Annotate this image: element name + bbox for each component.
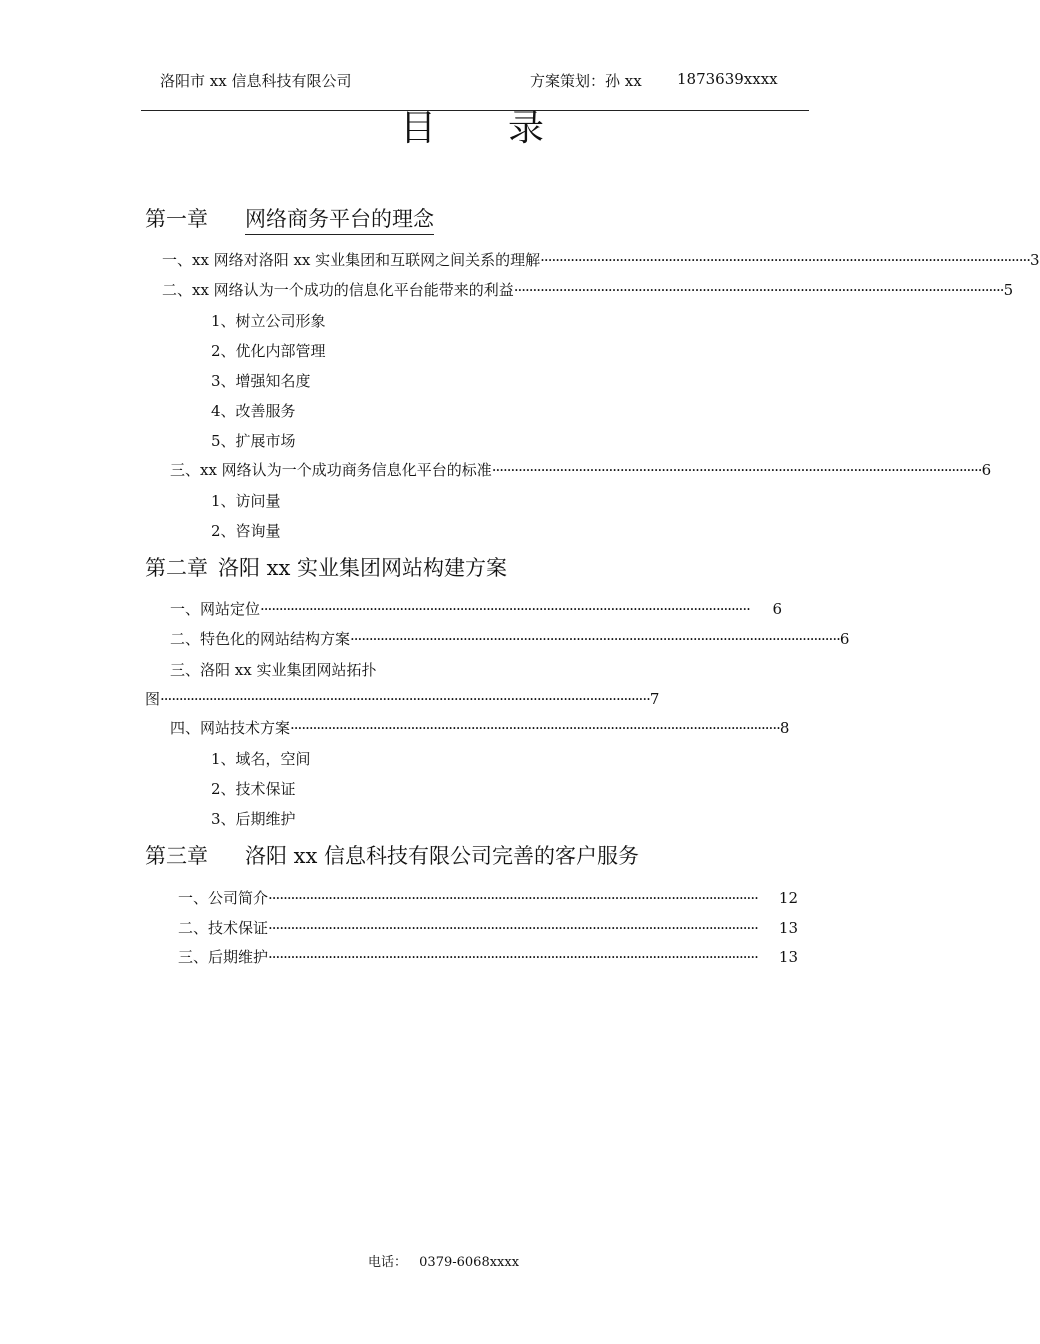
toc-entry-label: 二、技术保证: [178, 919, 269, 937]
footer-phone-number: 0379-6068xxxx: [419, 1255, 520, 1270]
toc-entry-label: 一、公司简介: [178, 889, 269, 907]
chapter-2-title: 洛阳 xx 实业集团网站构建方案: [218, 556, 508, 580]
toc-entry-label: 三、xx 网络认为一个成功商务信息化平台的标准: [170, 461, 492, 479]
toc-subitem[interactable]: 1、访问量: [211, 492, 281, 510]
toc-subitem[interactable]: 1、树立公司形象: [211, 312, 326, 330]
chapter-3-label: 第三章: [145, 844, 208, 868]
toc-leader-dots: ··································································································································: [268, 948, 758, 966]
toc-entry-page: 6: [981, 461, 992, 479]
toc-entry-label: 二、xx 网络认为一个成功的信息化平台能带来的利益: [162, 281, 514, 299]
chapter-3-title: 洛阳 xx 信息科技有限公司完善的客户服务: [245, 844, 640, 868]
chapter-1-label: 第一章: [145, 207, 208, 231]
toc-entry-label: 一、网站定位: [170, 600, 261, 618]
toc-entry[interactable]: [170, 718, 790, 738]
page-title: 目录: [400, 108, 617, 149]
header-planner: 方案策划：孙 xx: [530, 72, 642, 90]
toc-leader-dots: ··································································································································: [540, 251, 1031, 269]
header-company: 洛阳市 xx 信息科技有限公司: [160, 72, 352, 90]
toc-subitem[interactable]: 2、咨询量: [211, 522, 281, 540]
toc-subitem[interactable]: 3、后期维护: [211, 810, 296, 828]
toc-subitem[interactable]: 1、域名，空间: [211, 750, 311, 768]
toc-entry[interactable]: [178, 918, 798, 938]
toc-entry[interactable]: [145, 689, 660, 709]
toc-leader-dots: ··································································································································: [513, 281, 1004, 299]
toc-leader-dots: ··································································································································: [491, 461, 982, 479]
toc-leader-dots: ··································································································································: [260, 600, 750, 618]
toc-entry-page: 5: [1003, 281, 1014, 299]
toc-subitem[interactable]: 3、增强知名度: [211, 372, 311, 390]
header-phone: 1873639xxxx: [677, 70, 778, 88]
toc-entry-page: 13: [778, 919, 798, 937]
toc-entry-page: 6: [772, 600, 782, 618]
toc-entry-page: 13: [778, 948, 798, 966]
toc-leader-dots: ··································································································································: [268, 919, 758, 937]
toc-entry-page: 3: [1030, 251, 1040, 269]
toc-entry-page: 12: [778, 889, 798, 907]
toc-leader-dots: ··································································································································: [160, 690, 650, 708]
toc-entry-label: 三、后期维护: [178, 948, 269, 966]
toc-entry-label: 图: [145, 690, 161, 708]
toc-entry-label: 四、网站技术方案: [170, 719, 291, 737]
toc-entry-label[interactable]: 三、洛阳 xx 实业集团网站拓扑: [170, 661, 377, 679]
toc-entry-label: 二、特色化的网站结构方案: [170, 630, 351, 648]
toc-entry[interactable]: [170, 460, 992, 480]
toc-subitem[interactable]: 2、优化内部管理: [211, 342, 326, 360]
toc-entry-label: 一、xx 网络对洛阳 xx 实业集团和互联网之间关系的理解: [162, 251, 541, 269]
toc-entry-page: 8: [779, 719, 790, 737]
toc-leader-dots: ··································································································································: [350, 630, 840, 648]
toc-entry[interactable]: [162, 250, 1040, 270]
footer-label: 电话：: [368, 1255, 408, 1270]
toc-subitem[interactable]: 5、扩展市场: [211, 432, 296, 450]
footer-phone: [368, 1251, 519, 1270]
toc-subitem[interactable]: 4、改善服务: [211, 402, 296, 420]
toc-entry[interactable]: [162, 280, 1014, 300]
chapter-1-title: 网络商务平台的理念: [245, 203, 434, 235]
toc-entry[interactable]: [178, 947, 798, 967]
toc-entry-page: 6: [839, 630, 850, 648]
toc-entry[interactable]: [178, 888, 798, 908]
toc-leader-dots: ··································································································································: [268, 889, 758, 907]
toc-entry-page: 7: [649, 690, 660, 708]
toc-entry[interactable]: [170, 599, 782, 619]
chapter-2-label: 第二章: [145, 556, 208, 580]
toc-entry[interactable]: [170, 629, 850, 649]
toc-leader-dots: ··································································································································: [290, 719, 780, 737]
toc-subitem[interactable]: 2、技术保证: [211, 780, 296, 798]
